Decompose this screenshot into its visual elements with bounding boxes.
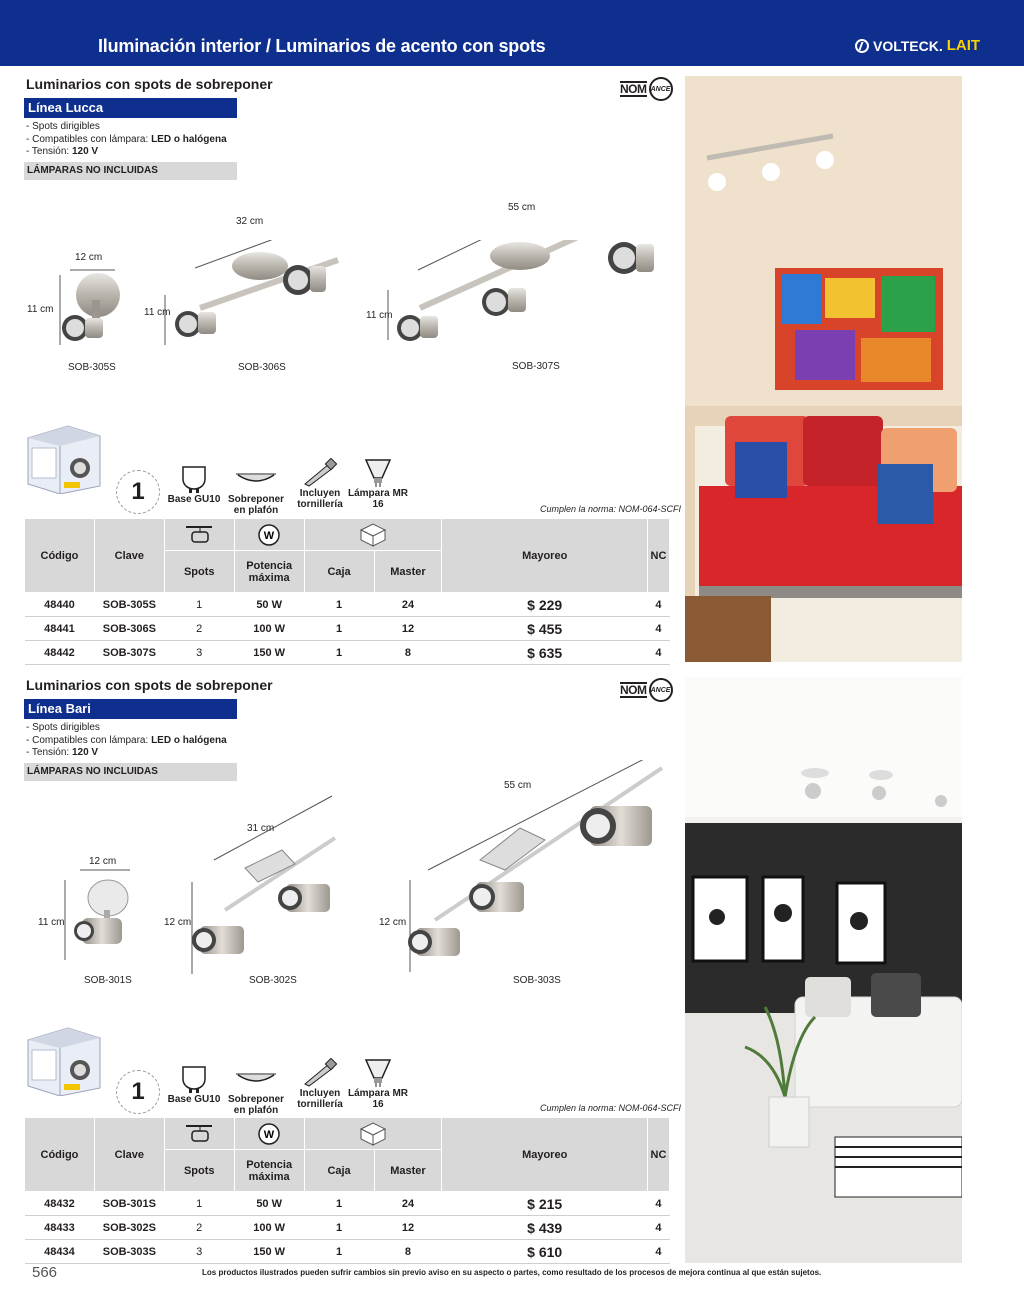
dimension-height: 12 cm: [379, 917, 407, 928]
package-box-image: [24, 424, 102, 494]
feature-item: - Compatibles con lámpara: LED o halógena: [26, 133, 227, 145]
norm-compliance: Cumplen la norma: NOM-064-SCFI: [540, 1103, 682, 1113]
col-caja: Caja: [304, 551, 374, 593]
spot-header-icon: [164, 1118, 234, 1150]
brand-logo: [855, 37, 980, 54]
col-codigo: Código: [25, 1118, 95, 1192]
ceiling-mount-icon: [224, 464, 288, 494]
col-mayoreo: Mayoreo: [442, 1118, 648, 1192]
ance-mark: ANCE: [649, 678, 673, 702]
feature-screws-included: Incluyen tornillería: [288, 458, 352, 510]
table-row: 48442 SOB-307S 3 150 W 1 8 $ 635 4: [25, 641, 670, 665]
living-room-photo: [685, 76, 962, 662]
brand-accent: LAIT: [946, 37, 981, 54]
feature-item: - Spots dirigibles: [26, 121, 100, 132]
dimension-width: 31 cm: [247, 823, 275, 834]
dimension-height: 11 cm: [144, 307, 171, 318]
feature-screws-included: Incluyen tornillería: [288, 1058, 352, 1110]
sob-306s-image: [165, 240, 338, 345]
col-caja: Caja: [304, 1150, 374, 1192]
modern-room-photo: [685, 677, 962, 1263]
feature-base-gu10: Base GU10: [162, 1064, 226, 1105]
norm-compliance: Cumplen la norma: NOM-064-SCFI: [540, 504, 682, 514]
spot-header-icon: [164, 519, 234, 551]
table-row: 48434 SOB-303S 3 150 W 1 8 $ 610 4: [25, 1240, 670, 1264]
col-master: Master: [374, 1150, 442, 1192]
mr16-lamp-icon: [346, 458, 410, 488]
feature-item: - Tensión: 120 V: [26, 747, 99, 758]
screw-icon: [288, 458, 352, 488]
nom-ance-badge: [620, 77, 673, 101]
feature-item: - Compatibles con lámpara: LED o halógena: [26, 734, 227, 746]
box-header-icon: [304, 1118, 442, 1150]
section-title: Luminarios con spots de sobreponer: [26, 76, 273, 92]
volteck-logo-icon: [855, 39, 869, 53]
dimension-width: 12 cm: [75, 252, 103, 263]
product-code-label: SOB-301S: [84, 975, 132, 986]
watt-header-icon: [234, 1118, 304, 1150]
package-box-image: [24, 1026, 102, 1096]
table-row: 48432 SOB-301S 1 50 W 1 24 $ 215 4: [25, 1192, 670, 1216]
col-clave: Clave: [94, 519, 164, 593]
sob-307s-image: [388, 240, 660, 341]
feature-item: - Tensión: 120 V: [26, 146, 99, 157]
bari-products-illustration: [20, 760, 680, 980]
line-info-box: [24, 98, 237, 180]
box-header-icon: [304, 519, 442, 551]
dimension-height: 11 cm: [366, 310, 393, 321]
lamps-not-included-note: LÁMPARAS NO INCLUIDAS: [24, 763, 237, 781]
dimension-height: 11 cm: [27, 304, 54, 315]
warranty-badge: [116, 1070, 160, 1114]
disclaimer-text: Los productos ilustrados pueden sufrir cambios sin previo aviso en su aspecto o partes, como resultado de los procesos de mejora continua al que están sujetos.: [202, 1268, 822, 1277]
feature-list: [24, 118, 237, 162]
sob-301s-image: [65, 870, 130, 960]
lamps-not-included-note: LÁMPARAS NO INCLUIDAS: [24, 162, 237, 180]
feature-list: [24, 719, 237, 763]
col-mayoreo: Mayoreo: [442, 519, 648, 593]
dimension-width: 55 cm: [508, 202, 536, 213]
nom-mark: NOM: [620, 82, 647, 96]
nom-mark: NOM: [620, 683, 647, 697]
dimension-width: 55 cm: [504, 780, 532, 791]
product-code-label: SOB-305S: [68, 362, 116, 373]
line-name: Línea Bari: [24, 699, 237, 719]
dimension-width: 12 cm: [89, 856, 117, 867]
col-spots: Spots: [164, 1150, 234, 1192]
col-spots: Spots: [164, 551, 234, 593]
gu10-base-icon: [162, 1064, 226, 1094]
svg-text:W: W: [263, 1128, 275, 1141]
svg-text:W: W: [263, 529, 275, 542]
ance-mark: ANCE: [649, 77, 673, 101]
table-row: 48441 SOB-306S 2 100 W 1 12 $ 455 4: [25, 617, 670, 641]
dimension-height: 11 cm: [38, 917, 65, 928]
spec-table: [24, 518, 670, 665]
watt-header-icon: [234, 519, 304, 551]
col-potencia: Potencia máxima: [234, 1150, 304, 1192]
spec-table: [24, 1117, 670, 1264]
feature-base-gu10: Base GU10: [162, 464, 226, 505]
warranty-years: 1: [131, 478, 145, 505]
col-nc: NC: [647, 519, 669, 593]
col-master: Master: [374, 551, 442, 593]
nom-ance-badge: [620, 678, 673, 702]
line-name: Línea Lucca: [24, 98, 237, 118]
sob-303s-image: [408, 760, 662, 972]
feature-surface-mount: Sobreponer en plafón: [224, 464, 288, 516]
product-code-label: SOB-306S: [238, 362, 286, 373]
feature-mr16-lamp: Lámpara MR 16: [346, 1058, 410, 1110]
screw-icon: [288, 1058, 352, 1088]
lucca-products-illustration: [20, 240, 680, 390]
dimension-width: 32 cm: [236, 216, 264, 227]
col-potencia: Potencia máxima: [234, 551, 304, 593]
warranty-badge: [116, 470, 160, 514]
feature-surface-mount: Sobreponer en plafón: [224, 1064, 288, 1116]
col-clave: Clave: [94, 1118, 164, 1192]
page-title: Iluminación interior / Luminarios de acento con spots: [98, 36, 546, 56]
gu10-base-icon: [162, 464, 226, 494]
ceiling-mount-icon: [224, 1064, 288, 1094]
col-nc: NC: [647, 1118, 669, 1192]
table-row: 48433 SOB-302S 2 100 W 1 12 $ 439 4: [25, 1216, 670, 1240]
mr16-lamp-icon: [346, 1058, 410, 1088]
product-code-label: SOB-302S: [249, 975, 297, 986]
feature-item: - Spots dirigibles: [26, 722, 100, 733]
section-title: Luminarios con spots de sobreponer: [26, 677, 273, 693]
page-number: 566: [32, 1264, 58, 1281]
product-code-label: SOB-307S: [512, 361, 560, 372]
product-code-label: SOB-303S: [513, 975, 561, 986]
header-bar: [0, 0, 1024, 66]
sob-305s-image: [60, 270, 120, 345]
brand-name: VOLTECK.: [873, 37, 943, 54]
dimension-height: 12 cm: [164, 917, 192, 928]
table-row: 48440 SOB-305S 1 50 W 1 24 $ 229 4: [25, 593, 670, 617]
feature-mr16-lamp: Lámpara MR 16: [346, 458, 410, 510]
warranty-years: 1: [131, 1078, 145, 1105]
col-codigo: Código: [25, 519, 95, 593]
